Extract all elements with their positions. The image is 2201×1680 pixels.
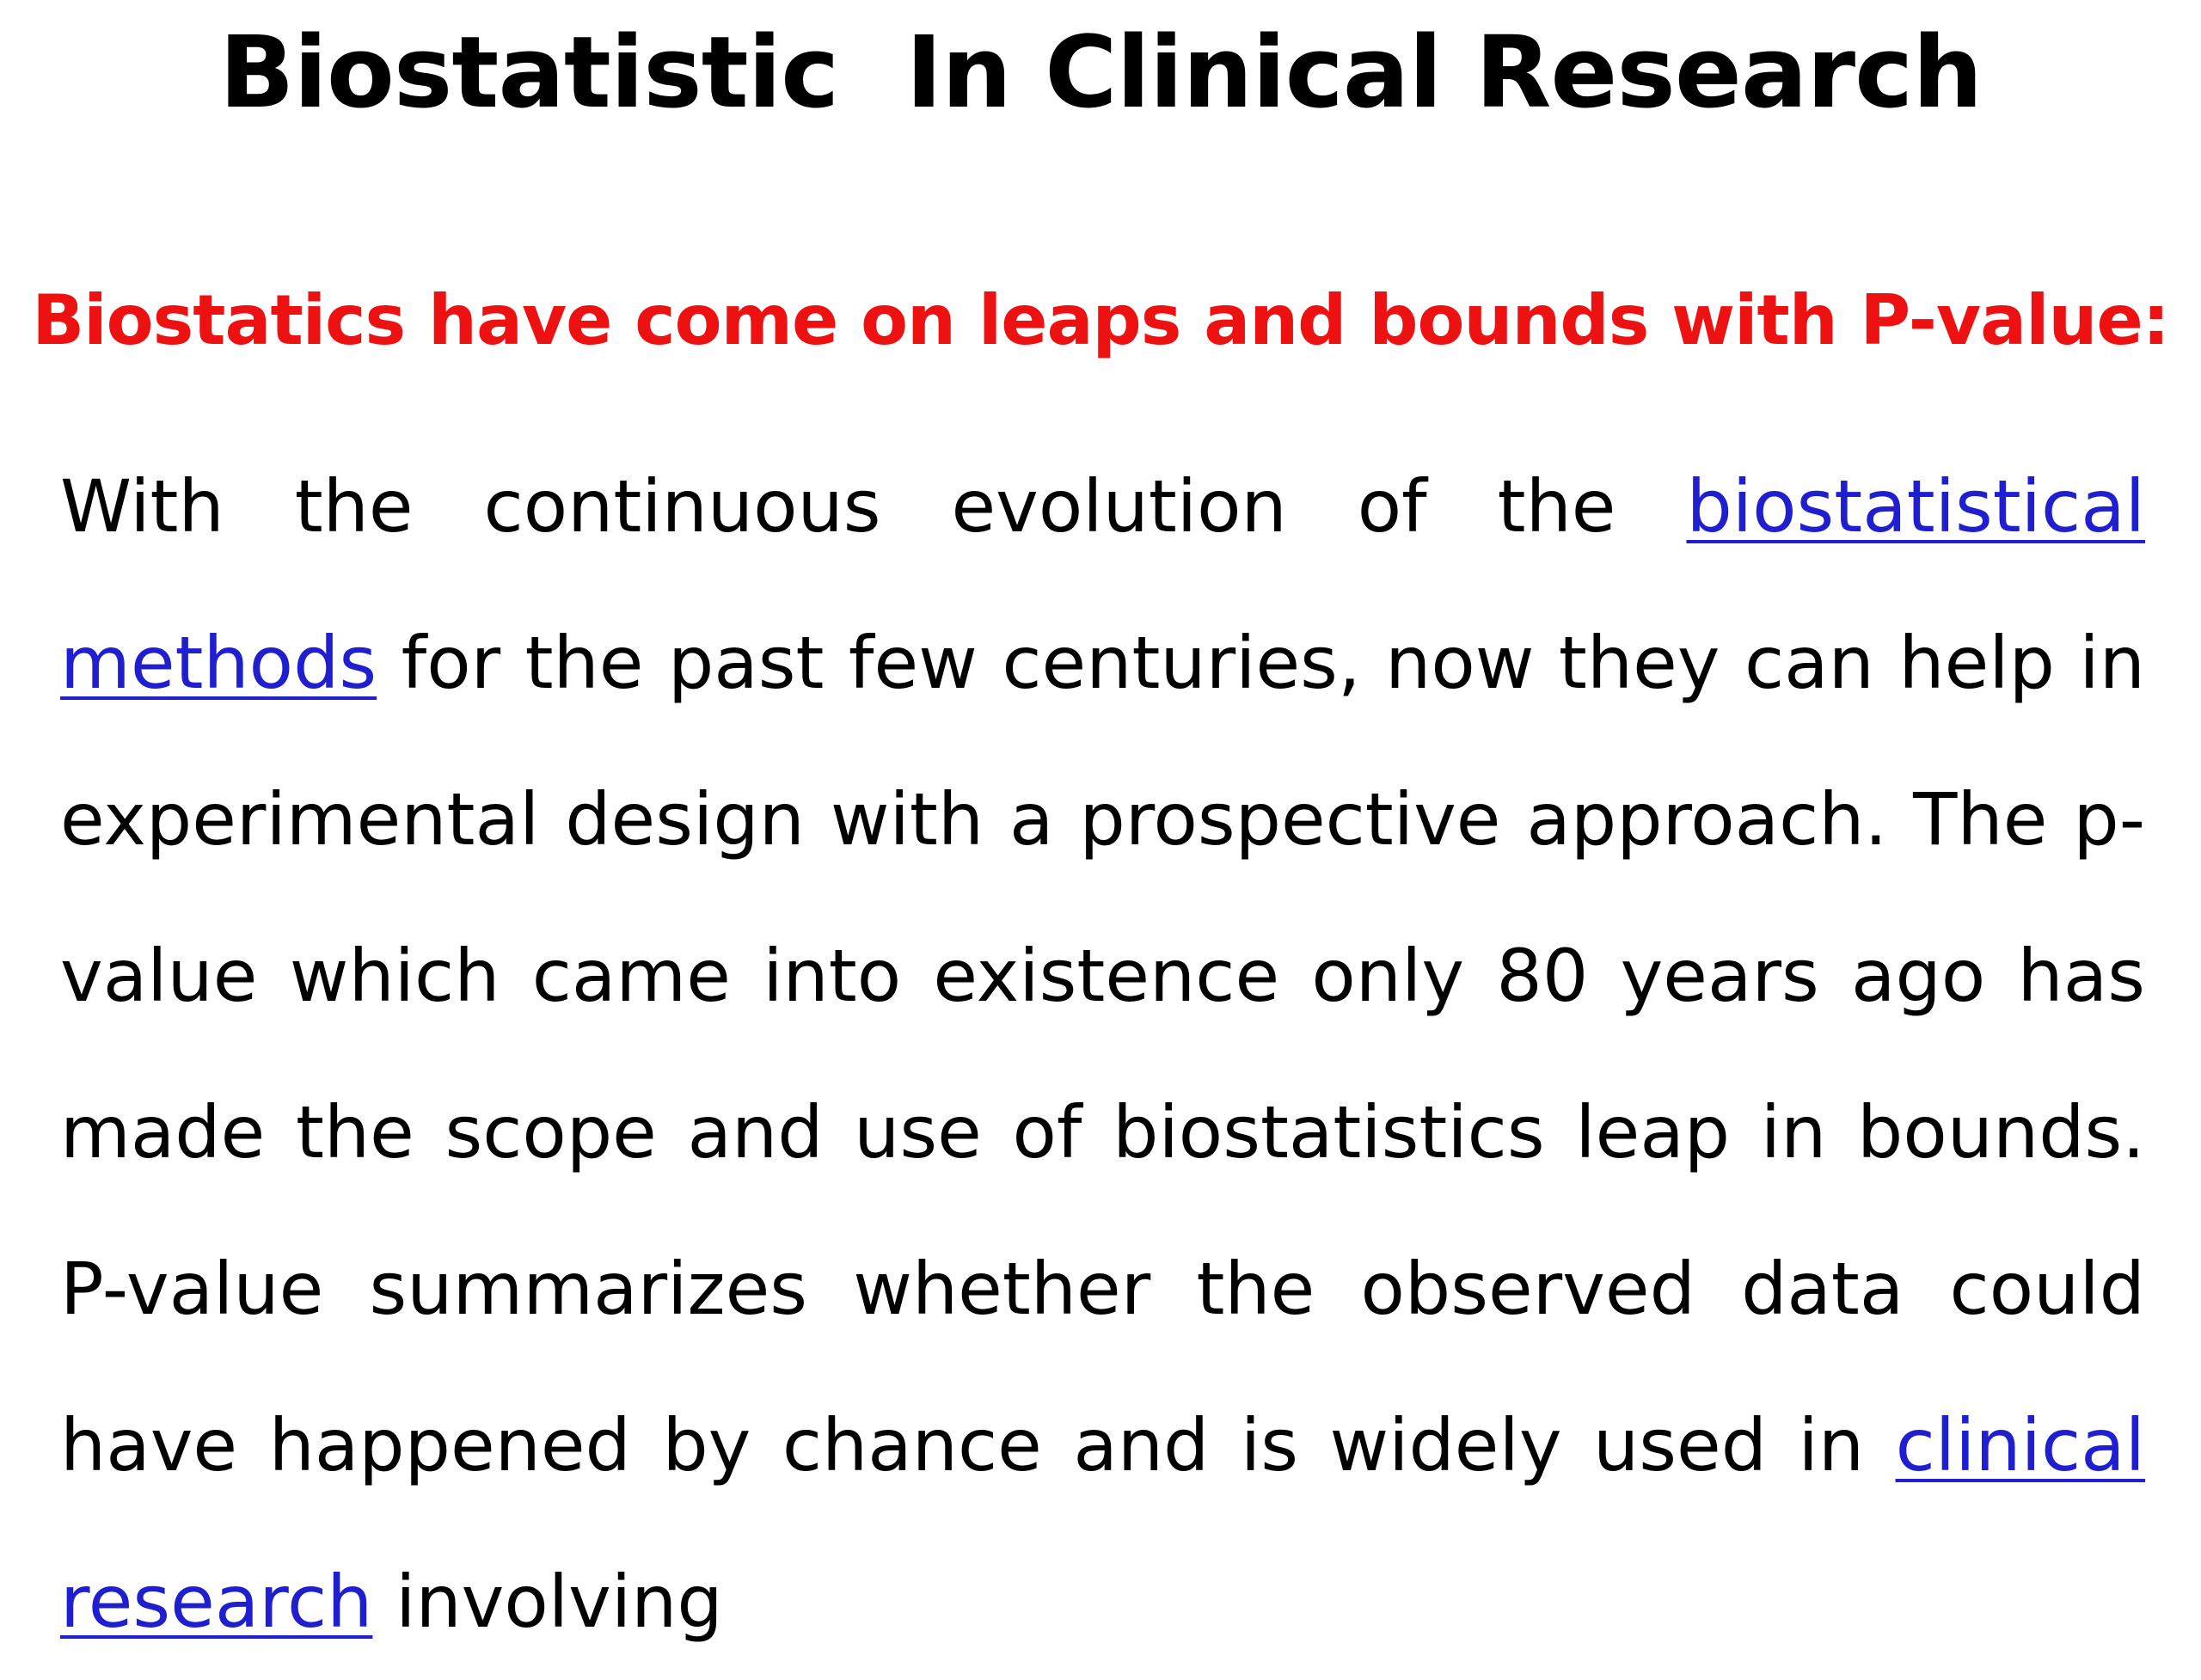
biostatistical-methods-link[interactable]: biostatistical methods	[60, 464, 2145, 705]
body-text-segment-1: With the continuous evolution of the	[60, 464, 1687, 549]
slide-subtitle: Biostatics have come on leaps and bounds with P-value:	[32, 280, 2169, 360]
slide-title: Biostatistic In Clinical Research	[218, 15, 1983, 131]
body-text-segment-3: involving	[372, 1560, 723, 1644]
clinical-research-link[interactable]: clinical research	[60, 1403, 2145, 1644]
body-text-segment-2: for the past few centuries, now they can help in experimental design with a prospective approach. The p-value which came into existence only 80 years ago has made the scope and use of biostatistics leap in bounds. P-value summarizes whether the observed data could have happened by chance and is widely used in	[60, 621, 2145, 1487]
body-paragraph	[60, 428, 2145, 1680]
